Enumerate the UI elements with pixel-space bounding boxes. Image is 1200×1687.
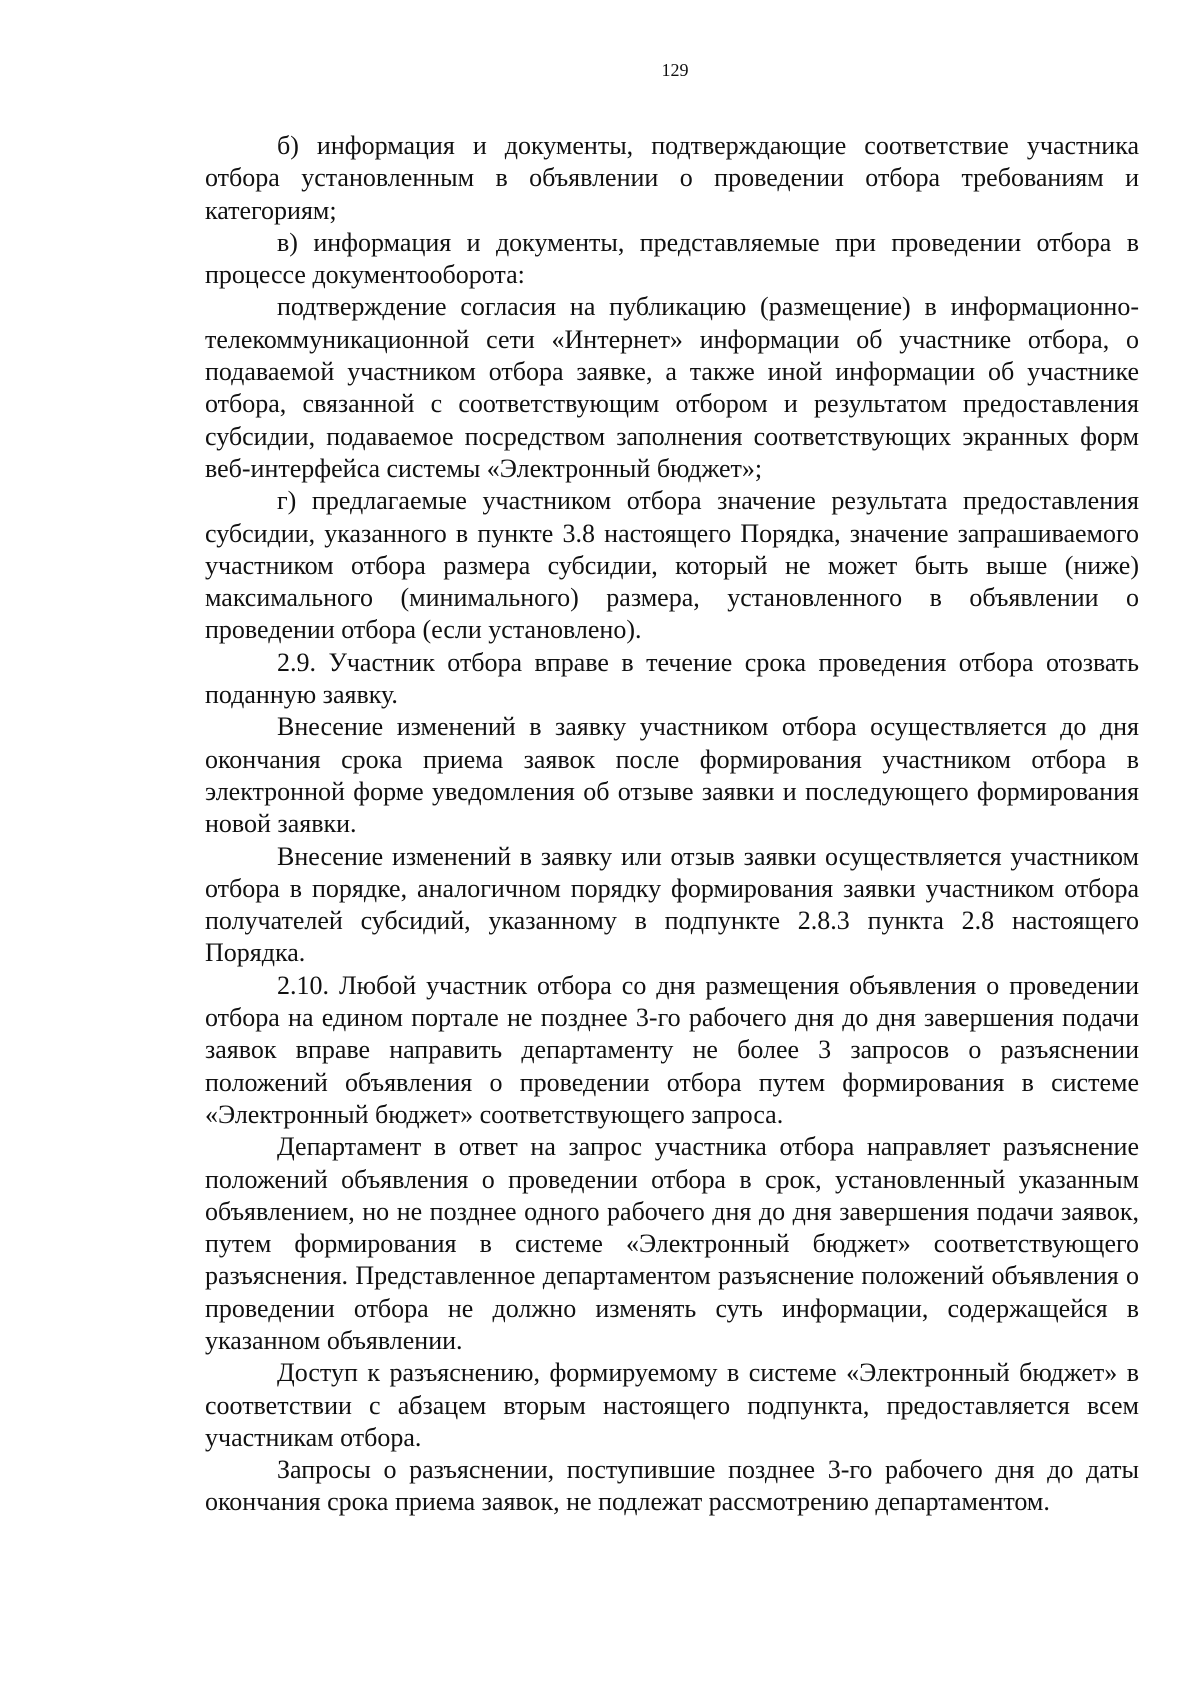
paragraph-2-9-withdraw: 2.9. Участник отбора вправе в течение срока проведения отбора отозвать поданную заявку. — [205, 647, 1139, 710]
paragraph-2-10-requests: 2.10. Любой участник отбора со дня размещения объявления о проведении отбора на едином портале не позднее 3-го рабочего дня до дня завершения подачи заявок вправе направить департаменту не более 3 запросов о разъяснении положений объявления о проведении отбора путем формирования в системе «Электронный бюджет» соответствующего запроса. — [205, 970, 1139, 1129]
paragraph-changes-order: Внесение изменений в заявку или отзыв заявки осуществляется участником отбора в порядке, аналогичном порядку формирования заявки участником отбора получателей субсидий, указанному в подпункте 2.8.3 пункта 2.8 настоящего Порядка. — [205, 841, 1139, 968]
page-number: 129 — [661, 60, 689, 80]
paragraph-v-docflow: в) информация и документы, представляемые при проведении отбора в процессе документооборота: — [205, 227, 1139, 290]
paragraph-department-response: Департамент в ответ на запрос участника отбора направляет разъяснение положений объявления о проведении отбора в срок, установленный указанным объявлением, но не позднее одного рабочего дня до дня завершения подачи заявок, путем формирования в системе «Электронный бюджет» соответствующего разъяснения. Представленное департаментом разъяснение положений объявления о проведении отбора не должно изменять суть информации, содержащейся в указанном объявлении. — [205, 1132, 1139, 1355]
paragraph-late-requests: Запросы о разъяснении, поступившие позднее 3-го рабочего дня до даты окончания срока приема заявок, не подлежат рассмотрению департаментом. — [205, 1455, 1139, 1517]
document-body — [205, 130, 1139, 1519]
paragraph-changes-deadline: Внесение изменений в заявку участником отбора осуществляется до дня окончания срока приема заявок после формирования участником отбора в электронной форме уведомления об отзыве заявки и последующего формирования новой заявки. — [205, 712, 1139, 839]
paragraph-publication-consent: подтверждение согласия на публикацию (размещение) в информационно-телекоммуникационной сети «Интернет» информации об участнике отбора, о подаваемой участником отбора заявке, а также иной информации об участнике отбора, связанной с соответствующим отбором и результатом предоставления субсидии, подаваемое посредством заполнения соответствующих экранных форм веб-интерфейса системы «Электронный бюджет»; — [205, 292, 1139, 483]
paragraph-b-info-documents: б) информация и документы, подтверждающие соответствие участника отбора установленным в объявлении о проведении отбора требованиям и категориям; — [205, 131, 1139, 225]
paragraph-g-result-value: г) предлагаемые участником отбора значение результата предоставления субсидии, указанного в пункте 3.8 настоящего Порядка, значение запрашиваемого участником отбора размера субсидии, который не может быть выше (ниже) максимального (минимального) размера, установленного в объявлении о проведении отбора (если установлено). — [205, 486, 1139, 645]
paragraph-access-clarification: Доступ к разъяснению, формируемому в системе «Электронный бюджет» в соответствии с абзацем вторым настоящего подпункта, предоставляется всем участникам отбора. — [205, 1358, 1139, 1452]
